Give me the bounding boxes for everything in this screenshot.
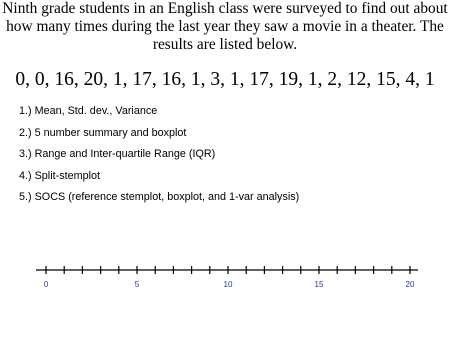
number-line-labels: [44, 280, 415, 289]
number-line-label: 5: [134, 280, 140, 289]
number-line-ticks: [46, 266, 410, 274]
number-line-label: 0: [43, 280, 49, 289]
number-line-label: 20: [405, 280, 415, 289]
task-item: 2.) 5 number summary and boxplot: [19, 126, 187, 139]
intro-line: Ninth grade students in an English class were surveyed to find out about: [2, 0, 448, 17]
number-line: [0, 255, 450, 295]
data-values: 0, 0, 16, 20, 1, 17, 16, 1, 3, 1, 17, 19, 1, 2, 12, 15, 4, 1: [15, 69, 435, 90]
intro-line: how many times during the last year they saw a movie in a theater. The: [6, 18, 444, 35]
number-line-label: 15: [314, 280, 324, 289]
intro-line: results are listed below.: [152, 36, 298, 53]
task-item: 4.) Split-stemplot: [19, 169, 101, 182]
task-item: 5.) SOCS (reference stemplot, boxplot, and 1-var analysis): [19, 191, 300, 203]
task-list: [19, 101, 299, 209]
number-line-label: 10: [223, 280, 233, 289]
task-item: 3.) Range and Inter-quartile Range (IQR): [19, 148, 216, 160]
intro-paragraph: [0, 0, 450, 54]
task-item: 1.) Mean, Std. dev., Variance: [19, 105, 158, 117]
